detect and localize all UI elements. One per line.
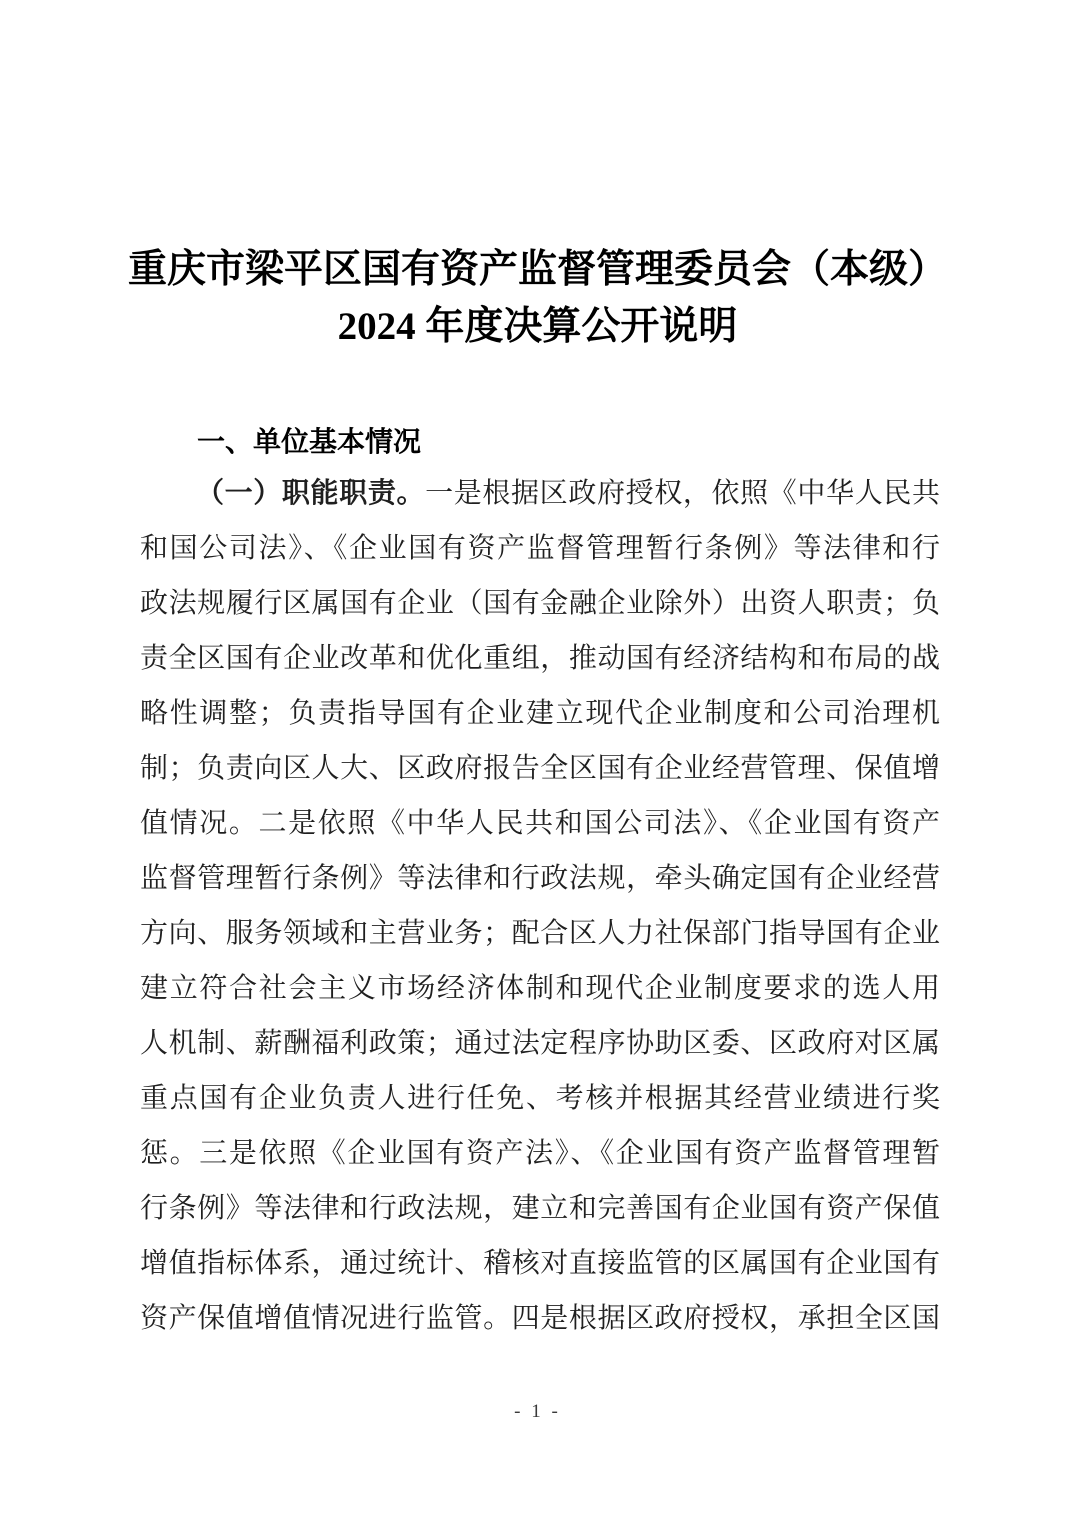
paragraph-functions-duties — [140, 466, 940, 1346]
body-line: 和国公司法》、《企业国有资产监督管理暂行条例》等法律和行 — [140, 533, 940, 564]
body-line: 方向、服务领域和主营业务；配合区人力社保部门指导国有企业 — [140, 918, 940, 949]
body-line: 资产保值增值情况进行监管。四是根据区政府授权，承担全区国 — [140, 1303, 940, 1334]
body-line: 建立符合社会主义市场经济体制和现代企业制度要求的选人用 — [140, 973, 940, 1004]
body-line: 增值指标体系，通过统计、稽核对直接监管的区属国有企业国有 — [140, 1248, 940, 1279]
subsection-label: （一）职能职责。 — [196, 478, 426, 509]
body-line — [140, 466, 940, 521]
document-title-line-1: 重庆市梁平区国有资产监督管理委员会（本级） — [127, 248, 947, 291]
document-title — [0, 241, 1075, 355]
body-line: 人机制、薪酬福利政策；通过法定程序协助区委、区政府对区属 — [140, 1028, 940, 1059]
document-title-line-2: 2024 年度决算公开说明 — [337, 305, 738, 348]
body-line-text: 一是根据区政府授权，依照《中华人民共 — [425, 478, 940, 509]
body-line: 责全区国有企业改革和优化重组，推动国有经济结构和布局的战 — [140, 643, 940, 674]
section-heading: 一、单位基本情况 — [197, 426, 422, 457]
body-line: 值情况。二是依照《中华人民共和国公司法》、《企业国有资产 — [140, 808, 940, 839]
body-line: 制；负责向区人大、区政府报告全区国有企业经营管理、保值增 — [140, 753, 940, 784]
body-line: 重点国有企业负责人进行任免、考核并根据其经营业绩进行奖 — [140, 1083, 940, 1114]
body-line: 监督管理暂行条例》等法律和行政法规，牵头确定国有企业经营 — [140, 863, 940, 894]
body-line: 政法规履行区属国有企业（国有金融企业除外）出资人职责；负 — [140, 588, 940, 619]
body-line: 行条例》等法律和行政法规，建立和完善国有企业国有资产保值 — [140, 1193, 940, 1224]
body-line: 略性调整；负责指导国有企业建立现代企业制度和公司治理机 — [140, 698, 940, 729]
body-line: 惩。三是依照《企业国有资产法》、《企业国有资产监督管理暂 — [140, 1138, 940, 1169]
page-number: - 1 - — [514, 1401, 561, 1422]
